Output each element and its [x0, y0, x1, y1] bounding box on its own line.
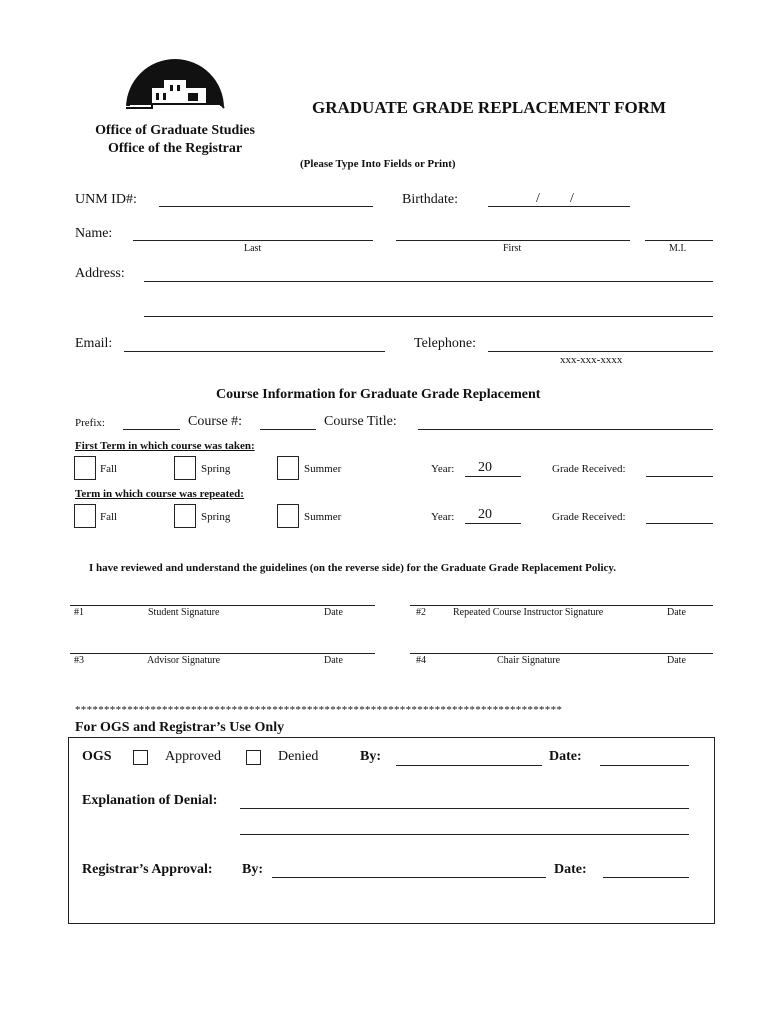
- repeat-term-summer-checkbox[interactable]: [277, 504, 299, 528]
- course-title-label: Course Title:: [324, 414, 397, 429]
- office-graduate-studies: Office of Graduate Studies: [95, 123, 255, 138]
- explanation-field-2[interactable]: [240, 834, 689, 835]
- registrar-date-field[interactable]: [603, 877, 689, 878]
- course-number-label: Course #:: [188, 414, 243, 429]
- birthdate-field[interactable]: [488, 206, 630, 207]
- office-registrar: Office of the Registrar: [107, 141, 243, 156]
- explanation-field-1[interactable]: [240, 808, 689, 809]
- agreement-statement: I have reviewed and understand the guidelines (on the reverse side) for the Graduate Grade Replacement Policy.: [89, 562, 617, 574]
- course-section-title: Course Information for Graduate Grade Replacement: [216, 387, 541, 402]
- first-term-grade-field[interactable]: [646, 476, 713, 477]
- unm-id-label: UNM ID#:: [75, 192, 137, 207]
- first-term-summer-label: Summer: [304, 463, 342, 475]
- repeat-term-fall-label: Fall: [100, 511, 118, 523]
- first-term-year-prefix: 20: [478, 460, 492, 475]
- mi-caption: M.I.: [669, 243, 687, 254]
- telephone-format: xxx-xxx-xxxx: [560, 354, 623, 366]
- first-term-year-field[interactable]: [465, 476, 521, 477]
- ogs-by-field[interactable]: [396, 765, 542, 766]
- first-term-grade-label: Grade Received:: [552, 463, 626, 475]
- first-term-spring-label: Spring: [201, 463, 231, 475]
- ogs-denied-label: Denied: [278, 749, 319, 764]
- advisor-signature-date-caption: Date: [324, 655, 343, 666]
- address-field-1[interactable]: [144, 281, 713, 282]
- repeat-term-grade-field[interactable]: [646, 523, 713, 524]
- explanation-label: Explanation of Denial:: [82, 793, 218, 808]
- prefix-label: Prefix:: [75, 417, 105, 429]
- ogs-label: OGS: [82, 749, 112, 764]
- last-caption: Last: [244, 243, 262, 254]
- unm-logo: [122, 58, 228, 120]
- repeat-term-label: Term in which course was repeated:: [75, 488, 244, 500]
- repeat-term-spring-label: Spring: [201, 511, 231, 523]
- repeat-term-year-prefix: 20: [478, 507, 492, 522]
- last-name-field[interactable]: [133, 240, 373, 241]
- first-name-field[interactable]: [396, 240, 630, 241]
- student-signature-date-caption: Date: [324, 607, 343, 618]
- unm-logo-icon: [122, 58, 228, 120]
- office-use-title: For OGS and Registrar’s Use Only: [75, 720, 285, 735]
- chair-signature-date-caption: Date: [667, 655, 686, 666]
- telephone-label: Telephone:: [414, 336, 476, 351]
- instruction-text: (Please Type Into Fields or Print): [300, 158, 456, 170]
- ogs-date-label: Date:: [549, 749, 582, 764]
- advisor-signature-line[interactable]: [70, 653, 375, 654]
- ogs-approved-label: Approved: [165, 749, 221, 764]
- chair-signature-line[interactable]: [410, 653, 713, 654]
- first-term-fall-checkbox[interactable]: [74, 456, 96, 480]
- telephone-field[interactable]: [488, 351, 713, 352]
- repeat-term-year-field[interactable]: [465, 523, 521, 524]
- instructor-signature-line[interactable]: [410, 605, 713, 606]
- birthdate-separator: /: [536, 191, 540, 206]
- separator-stars: ************************************************************************************: [75, 704, 563, 716]
- registrar-approval-label: Registrar’s Approval:: [82, 862, 213, 877]
- repeat-term-summer-label: Summer: [304, 511, 342, 523]
- address-label: Address:: [75, 266, 125, 281]
- instructor-signature-date-caption: Date: [667, 607, 686, 618]
- prefix-field[interactable]: [123, 429, 180, 430]
- ogs-date-field[interactable]: [600, 765, 689, 766]
- birthdate-label: Birthdate:: [402, 192, 458, 207]
- course-number-field[interactable]: [260, 429, 316, 430]
- ogs-by-label: By:: [360, 749, 381, 764]
- student-signature-caption: Student Signature: [148, 607, 220, 618]
- registrar-date-label: Date:: [554, 862, 587, 877]
- first-term-spring-checkbox[interactable]: [174, 456, 196, 480]
- ogs-approved-checkbox[interactable]: [133, 750, 148, 765]
- student-signature-line[interactable]: [70, 605, 375, 606]
- address-field-2[interactable]: [144, 316, 713, 317]
- chair-signature-caption: Chair Signature: [497, 655, 561, 666]
- course-title-field[interactable]: [418, 429, 713, 430]
- signature-number-4: #4: [416, 655, 426, 666]
- email-field[interactable]: [124, 351, 385, 352]
- first-term-year-label: Year:: [431, 463, 455, 475]
- first-term-fall-label: Fall: [100, 463, 118, 475]
- name-label: Name:: [75, 226, 113, 241]
- first-caption: First: [503, 243, 522, 254]
- birthdate-separator: /: [570, 191, 574, 206]
- signature-number-1: #1: [74, 607, 84, 618]
- registrar-by-label: By:: [242, 862, 263, 877]
- repeat-term-year-label: Year:: [431, 511, 455, 523]
- signature-number-3: #3: [74, 655, 84, 666]
- ogs-denied-checkbox[interactable]: [246, 750, 261, 765]
- registrar-by-field[interactable]: [272, 877, 546, 878]
- advisor-signature-caption: Advisor Signature: [147, 655, 221, 666]
- form-title: GRADUATE GRADE REPLACEMENT FORM: [312, 98, 667, 117]
- repeat-term-fall-checkbox[interactable]: [74, 504, 96, 528]
- email-label: Email:: [75, 336, 113, 351]
- signature-number-2: #2: [416, 607, 426, 618]
- repeat-term-grade-label: Grade Received:: [552, 511, 626, 523]
- instructor-signature-caption: Repeated Course Instructor Signature: [453, 607, 604, 618]
- middle-initial-field[interactable]: [645, 240, 713, 241]
- first-term-label: First Term in which course was taken:: [75, 440, 255, 452]
- first-term-summer-checkbox[interactable]: [277, 456, 299, 480]
- unm-id-field[interactable]: [159, 206, 373, 207]
- repeat-term-spring-checkbox[interactable]: [174, 504, 196, 528]
